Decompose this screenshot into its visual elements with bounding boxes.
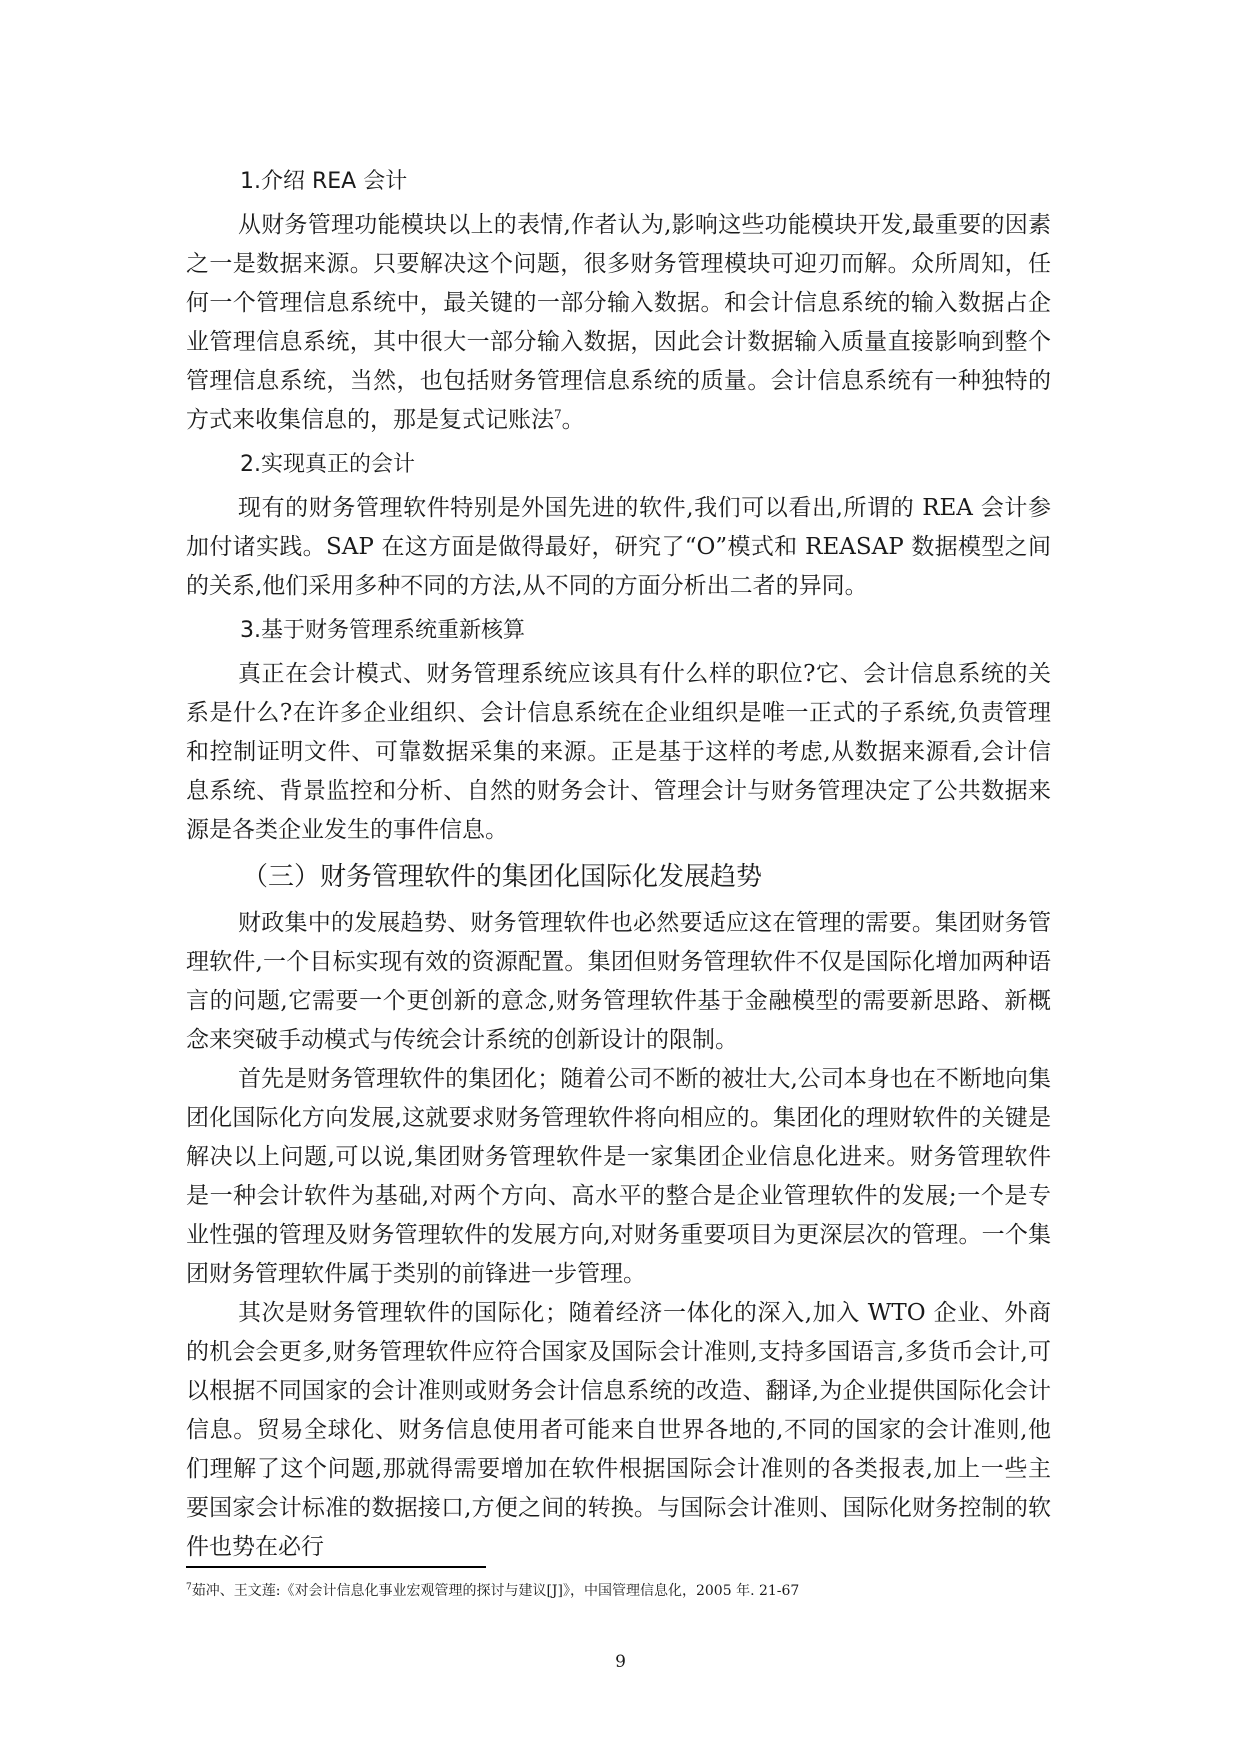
page-number: 9 — [615, 1652, 626, 1672]
section-paragraph-1-end: 。 — [561, 407, 585, 433]
footnote-reference[interactable]: 7 — [554, 407, 562, 422]
section-paragraph-1-text: 从财务管理功能模块以上的表情,作者认为,影响这些功能模块开发,最重要的因素之一是数据来源。只要解决这个问题，很多财务管理模块可迎刃而解。众所周知，任何一个管理信息系统中，最关键的一部分输入数据。和会计信息系统的输入数据占企业管理信息系统，其中很大一部分输入数据，因此会计数据输入质量直接影响到整个管理信息系统，当然，也包括财务管理信息系统的质量。会计信息系统有一种独特的方式来收集信息的，那是复式记账法 — [186, 212, 1051, 433]
body-paragraph-1: 财政集中的发展趋势、财务管理软件也必然要适应这在管理的需要。集团财务管理软件,一个目标实现有效的资源配置。集团但财务管理软件不仅是国际化增加两种语言的问题,它需要一个更创新的意念,财务管理软件基于金融模型的需要新思路、新概念来突破手动模式与传统会计系统的创新设计的限制。 — [186, 910, 1051, 1053]
footnote-mark: 7 — [186, 1582, 192, 1593]
main-heading: （三）财务管理软件的集团化国际化发展趋势 — [242, 862, 763, 892]
section-heading-1: 1.介绍 REA 会计 — [240, 169, 408, 194]
footnote-text: 茹冲、王文莲:《对会计信息化事业宏观管理的探讨与建议[J]》，中国管理信息化，2005 年. 21-67 — [191, 1583, 800, 1599]
footnote — [186, 1580, 1086, 1602]
footnote-divider — [186, 1566, 486, 1568]
section-paragraph-1 — [186, 206, 1051, 440]
section-heading-2: 2.实现真正的会计 — [240, 452, 415, 477]
section-paragraph-3: 真正在会计模式、财务管理系统应该具有什么样的职位?它、会计信息系统的关系是什么?在许多企业组织、会计信息系统在企业组织是唯一正式的子系统,负责管理和控制证明文件、可靠数据采集的来源。正是基于这样的考虑,从数据来源看,会计信息系统、背景监控和分析、自然的财务会计、管理会计与财务管理决定了公共数据来源是各类企业发生的事件信息。 — [186, 661, 1051, 843]
body-paragraph-2: 首先是财务管理软件的集团化；随着公司不断的被壮大,公司本身也在不断地向集团化国际化方向发展,这就要求财务管理软件将向相应的。集团化的理财软件的关键是解决以上问题,可以说,集团财务管理软件是一家集团企业信息化进来。财务管理软件是一种会计软件为基础,对两个方向、高水平的整合是企业管理软件的发展;一个是专业性强的管理及财务管理软件的发展方向,对财务重要项目为更深层次的管理。一个集团财务管理软件属于类别的前锋进一步管理。 — [186, 1066, 1051, 1287]
page-content — [186, 162, 1051, 1567]
section-heading-3: 3.基于财务管理系统重新核算 — [240, 618, 525, 643]
section-paragraph-2: 现有的财务管理软件特别是外国先进的软件,我们可以看出,所谓的 REA 会计参加付诸实践。SAP 在这方面是做得最好，研究了“O”模式和 REASAP 数据模型之间的关系,他们采用多种不同的方法,从不同的方面分析出二者的异同。 — [186, 495, 1051, 599]
body-paragraph-3: 其次是财务管理软件的国际化；随着经济一体化的深入,加入 WTO 企业、外商的机会会更多,财务管理软件应符合国家及国际会计准则,支持多国语言,多货币会计,可以根据不同国家的会计准则或财务会计信息系统的改造、翻译,为企业提供国际化会计信息。贸易全球化、财务信息使用者可能来自世界各地的,不同的国家的会计准则,他们理解了这个问题,那就得需要增加在软件根据国际会计准则的各类报表,加上一些主要国家会计标准的数据接口,方便之间的转换。与国际会计准则、国际化财务控制的软件也势在必行 — [186, 1300, 1051, 1560]
